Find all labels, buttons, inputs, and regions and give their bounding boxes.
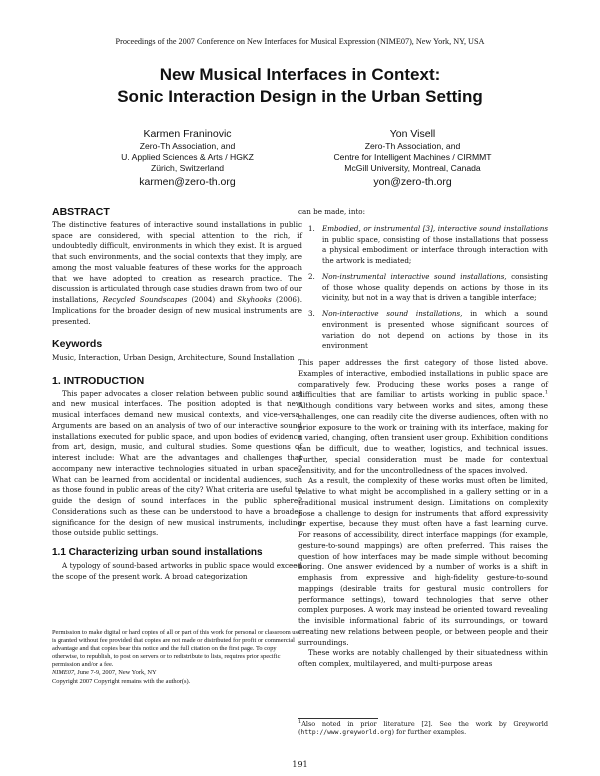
abstract-heading: ABSTRACT [52, 206, 110, 218]
title-line-1: New Musical Interfaces in Context: [159, 65, 441, 84]
author-block-1 [75, 128, 300, 189]
body-paragraph: This paper addresses the first category of those listed above. Examples of interactive, embodied installations in public space are comparatively few. Producing these works poses a range of difficulties that are familiar to artists working in public space.$^1$ Although conditions vary between works and sites, among these challenges, one can readily cite the diverse audiences, often with no prior exposure to the work or training with its interface, making for a varied, changing, often transient user group. Exhibition conditions can be difficult, due to weather, logistics, and technical issues. Further, special consideration must be made for contextual sensitivity, and for the uncontrolledness of the spaces involved. [298, 358, 548, 475]
permission-notice [52, 629, 304, 686]
keywords-text: Music, Interaction, Urban Design, Architecture, Sound Installation [52, 353, 295, 362]
author-email[interactable]: karmen@zero-th.org [139, 175, 236, 188]
footnote: $^1$Also noted in prior literature [2]. See the work by Greyworld (http://www.greyworld.org) for further examples. [298, 718, 548, 737]
author-affiliation: Centre for Intelligent Machines / CIRMMT [333, 152, 492, 163]
footnote-rule [298, 718, 378, 719]
keywords-heading: Keywords [52, 338, 103, 351]
left-column [52, 207, 302, 582]
author-affiliation: Zürich, Switzerland [150, 163, 225, 174]
author-affiliation: McGill University, Montreal, Canada [344, 163, 481, 174]
body-paragraph: These works are notably challenged by their situatedness within often complex, multilayered, and multi-purpose areas [298, 648, 548, 668]
author-affiliation: Zero-Th Association, and [364, 141, 461, 151]
author-affiliation: U. Applied Sciences & Arts / HGKZ [121, 152, 254, 163]
list-intro: can be made, into: [298, 207, 366, 216]
paper-title [0, 64, 600, 108]
subsection-heading: 1.1 Characterizing urban sound installations [52, 547, 263, 558]
page-number: 191 [292, 760, 308, 769]
subsection-paragraph: A typology of sound-based artworks in public space would exceed the scope of the present work. A broad categorization [52, 560, 302, 581]
proceedings-header: Proceedings of the 2007 Conference on New Interfaces for Musical Expression (NIME07), New York, NY, USA [115, 37, 485, 46]
category-list [298, 224, 548, 352]
section-heading-introduction: 1. INTRODUCTION [52, 374, 145, 387]
list-item: 2. Non-instrumental interactive sound installations, consisting of those whose quality depends on actions by those in its vicinity, but not in a way that is driven a tangible interface; [308, 271, 548, 303]
footnote-link[interactable]: http://www.greyworld.org [300, 729, 392, 737]
author-email[interactable]: yon@zero-th.org [373, 175, 452, 188]
author-name: Karmen Franinovic [143, 128, 232, 140]
permission-text: Permission to make digital or hard copies of all or part of this work for personal or classroom use is granted without fee provided that copies are not made or distributed for profit or commercial advantage and that copies bear this notice and the full citation on the first page. To copy otherwise, to republish, to post on servers or to redistribute to lists, requires prior specific permission and/or a fee. [52, 629, 301, 669]
author-affiliation: Zero-Th Association, and [139, 141, 236, 151]
right-column [298, 207, 548, 670]
body-paragraph: As a result, the complexity of these works must often be limited, relative to what might be accomplished in a gallery setting or in a traditional musical instrument design. Limitations on complexity pose a challenge to design for instruments that afford expressivity or expertise, because they must often have a fast learning curve. For reasons of accessibility, direct interface mappings (for example, gesture-to-sound mappings) are often preferred. This raises the question of how interfaces may be made simple without becoming boring. One answer evidenced by a number of works is a shift in emphasis from expressive and high-fidelity gesture-to-sound mappings (desirable traits for gestural music controllers for performance settings), toward technologies that serve other complex purposes. A work may instead be oriented toward revealing the invisible informational fabric of its surroundings, or toward creating new relations between people, or between people and their surroundings. [298, 476, 548, 647]
author-block-2 [300, 128, 525, 189]
list-item: 1. Embodied, or instrumental [3], interactive sound installations in public space, consisting of those installations that possess a physical embodiment or interface through interaction with the artwork is mediated; [308, 223, 548, 265]
author-name: Yon Visell [389, 128, 436, 140]
list-item: 3. Non-interactive sound installations, in which a sound environment is presented whose significant sources of variation do not depend on actions by those in its environment [308, 309, 548, 351]
copyright-line: Copyright 2007 Copyright remains with the author(s). [52, 677, 191, 685]
venue-line: NIME07, June 7-9, 2007, New York, NY [52, 669, 157, 677]
abstract-text: The distinctive features of interactive sound installations in public space are considered, with special attention to the rich, if undoubtedly difficult, environments in which they exist. It is argued that such environments, and the social contexts that they imply, are among the most valuable features of these works for the approach that we have adopted to creation as research practice. The discussion is articulated through case studies drawn from two of our installations, Recycled Soundscapes (2004) and Skyhooks (2006). Implications for the broader design of new musical instruments are presented. [52, 219, 302, 326]
intro-paragraph: This paper advocates a closer relation between public sound art and new musical interfaces. The position adopted is that new musical interfaces demand new musical contexts, and vice-versa. Arguments are based on an analysis of two of our interactive sound installations executed for public space, and upon bodies of evidence from art, design, music, and cultural studies. Some questions of interest include: What are the advantages and challenges that accompany new interactive technologies situated in urban space? What can be learned from accidental or incidental audiences, such as those found in public areas of the city? What criteria are useful to guide the design of sound interfaces in the public sphere? Considerations such as these can be understood to have a broader significance for the design of new musical instruments, including those outside public settings. [52, 388, 302, 538]
title-line-2: Sonic Interaction Design in the Urban Setting [117, 87, 483, 106]
